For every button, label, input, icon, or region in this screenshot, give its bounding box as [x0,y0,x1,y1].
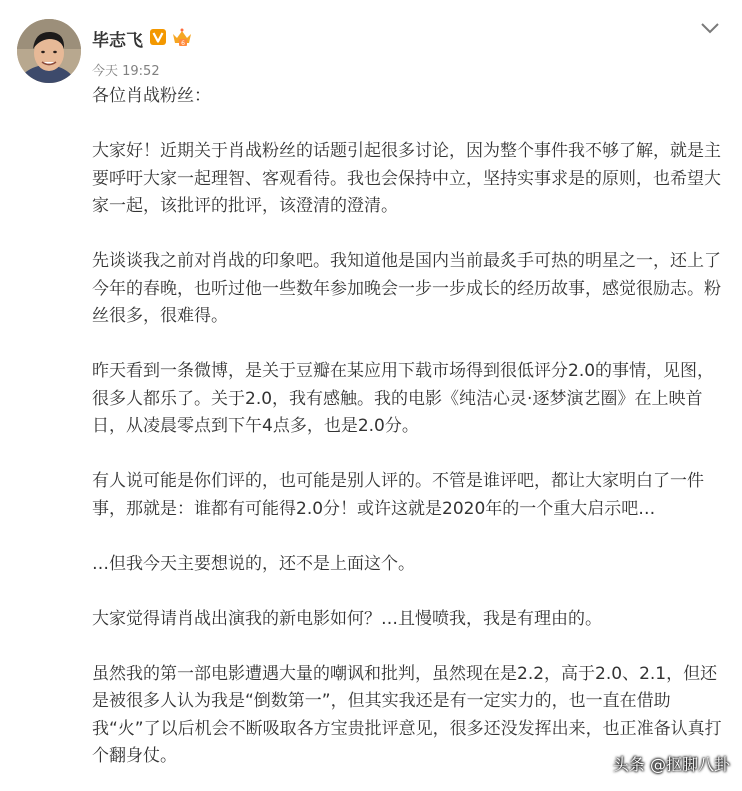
post-paragraph: 昨天看到一条微博，是关于豆瓣在某应用下载市场得到很低评分2.0的事情，见图，很多人都乐了。关于2.0，我有感触。我的电影《纯洁心灵·逐梦演艺圈》在上映首日，从凌晨零点到下午4点多，也是2.0分。 [92,361,715,436]
post-timestamp[interactable]: 今天 19:52 [92,64,160,79]
post-body [92,83,728,771]
expand-menu-button[interactable] [697,16,723,40]
svg-text:6: 6 [181,40,185,47]
avatar-photo [17,19,81,83]
post-paragraph: 有人说可能是你们评的，也可能是别人评的。不管是谁评吧，都让大家明白了一件事，那就是：谁都有可能得2.0分！或许这就是2020年的一个重大启示吧… [92,471,704,519]
crown-level-icon [171,26,193,48]
author-avatar[interactable] [17,19,81,83]
chevron-down-icon [697,16,723,40]
post-paragraph-greeting: 各位肖战粉丝： [92,86,211,106]
post-paragraph: 虽然我的第一部电影遭遇大量的嘲讽和批判，虽然现在是2.2，高于2.0、2.1，但还是被很多人认为我是“倒数第一”，但其实我还是有一定实力的，也一直在借助我“火”了以后机会不断吸取各方宝贵批评意见，很多还没发挥出来，也正准备认真打个翻身仗。 [92,663,722,766]
post-paragraph: 先谈谈我之前对肖战的印象吧。我知道他是国内当前最炙手可热的明星之一，还上了今年的春晚，也听过他一些数年参加晚会一步一步成长的经历故事，感觉很励志。粉丝很多，很难得。 [92,251,721,326]
post-paragraph: 大家好！近期关于肖战粉丝的话题引起很多讨论，因为整个事件我不够了解，就是主要呼吁大家一起理智、客观看待。我也会保持中立，坚持实事求是的原则，也希望大家一起，该批评的批评，该澄清的澄清。 [92,141,721,216]
post-paragraph: 大家觉得请肖战出演我的新电影如何？…且慢喷我，我是有理由的。 [92,608,602,629]
post-paragraph: …但我今天主要想说的，还不是上面这个。 [92,553,415,574]
author-name[interactable]: 毕志飞 [92,31,143,51]
watermark: 头条 @抠脚八卦 [612,755,730,774]
verified-v-icon [149,26,167,48]
